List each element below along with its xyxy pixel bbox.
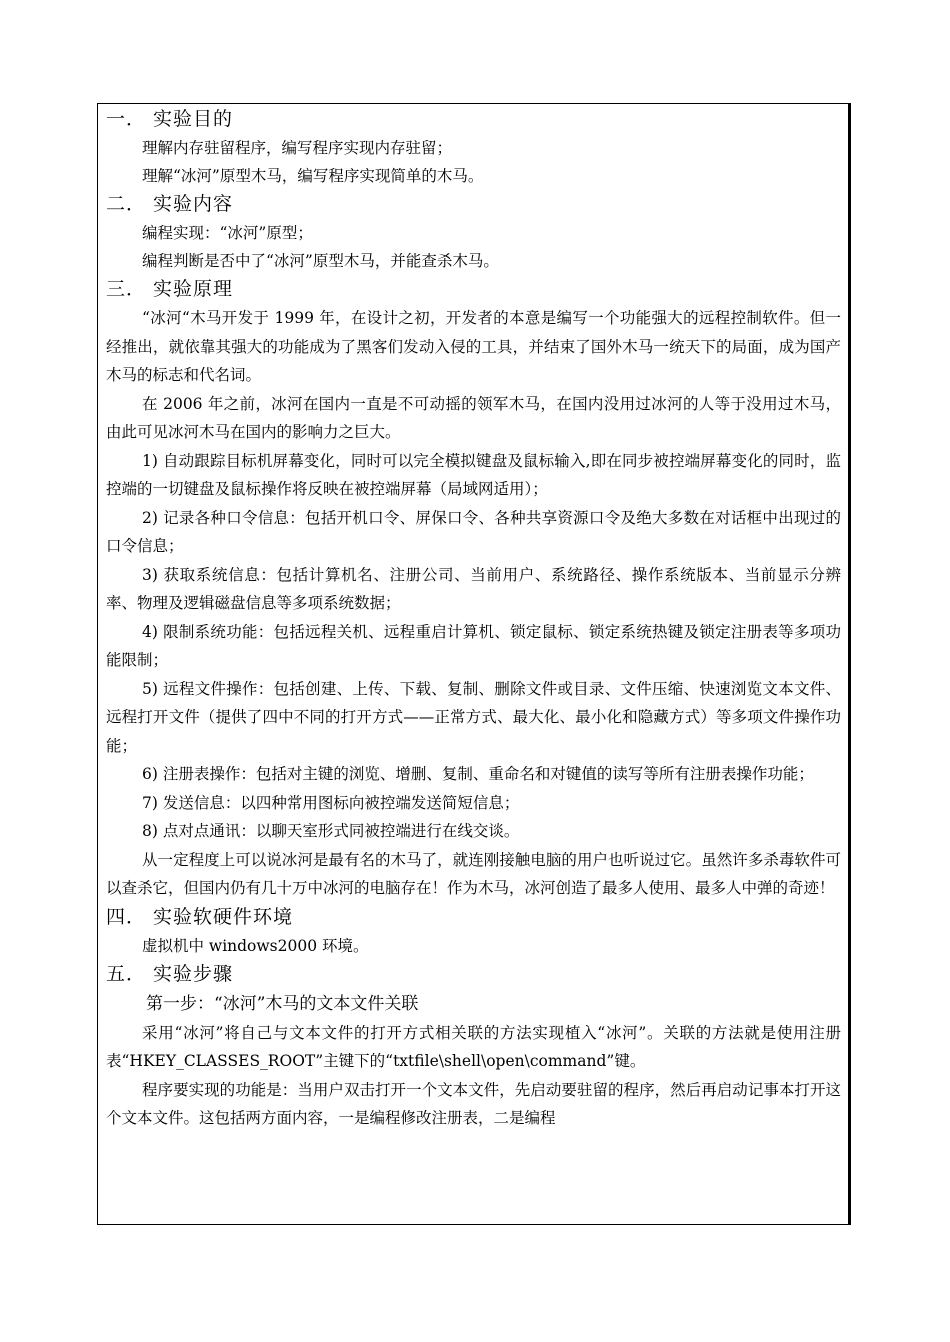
content-line-1: 编程实现：“冰河”原型；: [142, 224, 313, 242]
section-heading-content: 二． 实验内容: [106, 193, 234, 215]
purpose-line-2: 理解“冰河”原型木马，编写程序实现简单的木马。: [142, 167, 484, 185]
section-heading-environment: 四． 实验软硬件环境: [106, 905, 294, 928]
section-heading-steps: 五． 实验步骤: [106, 962, 234, 985]
environment-line: 虚拟机中 windows2000 环境。: [142, 936, 369, 955]
section-heading-principle: 三． 实验原理: [106, 278, 234, 300]
feature-item-3: 3) 获取系统信息：包括计算机名、注册公司、当前用户、系统路径、操作系统版本、当前显示分辨率、物理及逻辑磁盘信息等多项系统数据；: [106, 565, 841, 612]
section-heading-purpose: 一． 实验目的: [106, 108, 234, 130]
principle-paragraph-history: 在 2006 年之前，冰河在国内一直是不可动摇的领军木马，在国内没用过冰河的人等于没用过木马，由此可见冰河木马在国内的影响力之巨大。: [106, 394, 841, 441]
principle-paragraph-intro: “冰河“木马开发于 1999 年，在设计之初，开发者的本意是编写一个功能强大的远程控制软件。但一经推出，就依靠其强大的功能成为了黑客们发动入侵的工具，并结束了国外木马一统天下的局面，成为国产木马的标志和代名词。: [106, 309, 841, 384]
principle-paragraph-summary: 从一定程度上可以说冰河是最有名的木马了，就连刚接触电脑的用户也听说过它。虽然许多杀毒软件可以查杀它，但国内仍有几十万中冰河的电脑存在！作为木马，冰河创造了最多人使用、最多人中弹的奇迹！: [106, 850, 841, 897]
purpose-line-1: 理解内存驻留程序，编写程序实现内存驻留；: [142, 139, 453, 157]
content-line-2: 编程判断是否中了“冰河”原型木马，并能查杀木马。: [142, 252, 499, 270]
feature-item-1: 1) 自动跟踪目标机屏幕变化，同时可以完全模拟键盘及鼠标输入,即在同步被控端屏幕变化的同时，监控端的一切键盘及鼠标操作将反映在被控端屏幕（局域网适用）；: [106, 451, 841, 498]
step-1-paragraph-1: 采用“冰河”将自己与文本文件的打开方式相关联的方法实现植入“冰河”。关联的方法就是使用注册表“HKEY_CLASSES_ROOT”主键下的“txtfile\shell\open\command”键。: [106, 1023, 841, 1070]
feature-item-5: 5) 远程文件操作：包括创建、上传、下载、复制、删除文件或目录、文件压缩、快速浏览文本文件、远程打开文件（提供了四中不同的打开方式——正常方式、最大化、最小化和隐藏方式）等多项文件操作功能；: [106, 679, 841, 755]
feature-item-2: 2) 记录各种口令信息：包括开机口令、屏保口令、各种共享资源口令及绝大多数在对话框中出现过的口令信息；: [106, 508, 841, 555]
step-1-paragraph-2: 程序要实现的功能是：当用户双击打开一个文本文件，先启动要驻留的程序，然后再启动记事本打开这个文本文件。这包括两方面内容，一是编程修改注册表，二是编程: [106, 1080, 841, 1127]
feature-item-4: 4) 限制系统功能：包括远程关机、远程重启计算机、锁定鼠标、锁定系统热键及锁定注册表等多项功能限制；: [106, 622, 841, 669]
feature-item-6: 6) 注册表操作：包括对主键的浏览、增删、复制、重命名和对键值的读写等所有注册表操作功能；: [142, 765, 814, 783]
feature-item-8: 8) 点对点通讯：以聊天室形式同被控端进行在线交谈。: [142, 822, 520, 840]
step-1-heading: 第一步：“冰河”木马的文本文件关联: [146, 993, 419, 1014]
feature-item-7: 7) 发送信息：以四种常用图标向被控端发送简短信息；: [142, 793, 520, 812]
document-body: [106, 105, 841, 1133]
